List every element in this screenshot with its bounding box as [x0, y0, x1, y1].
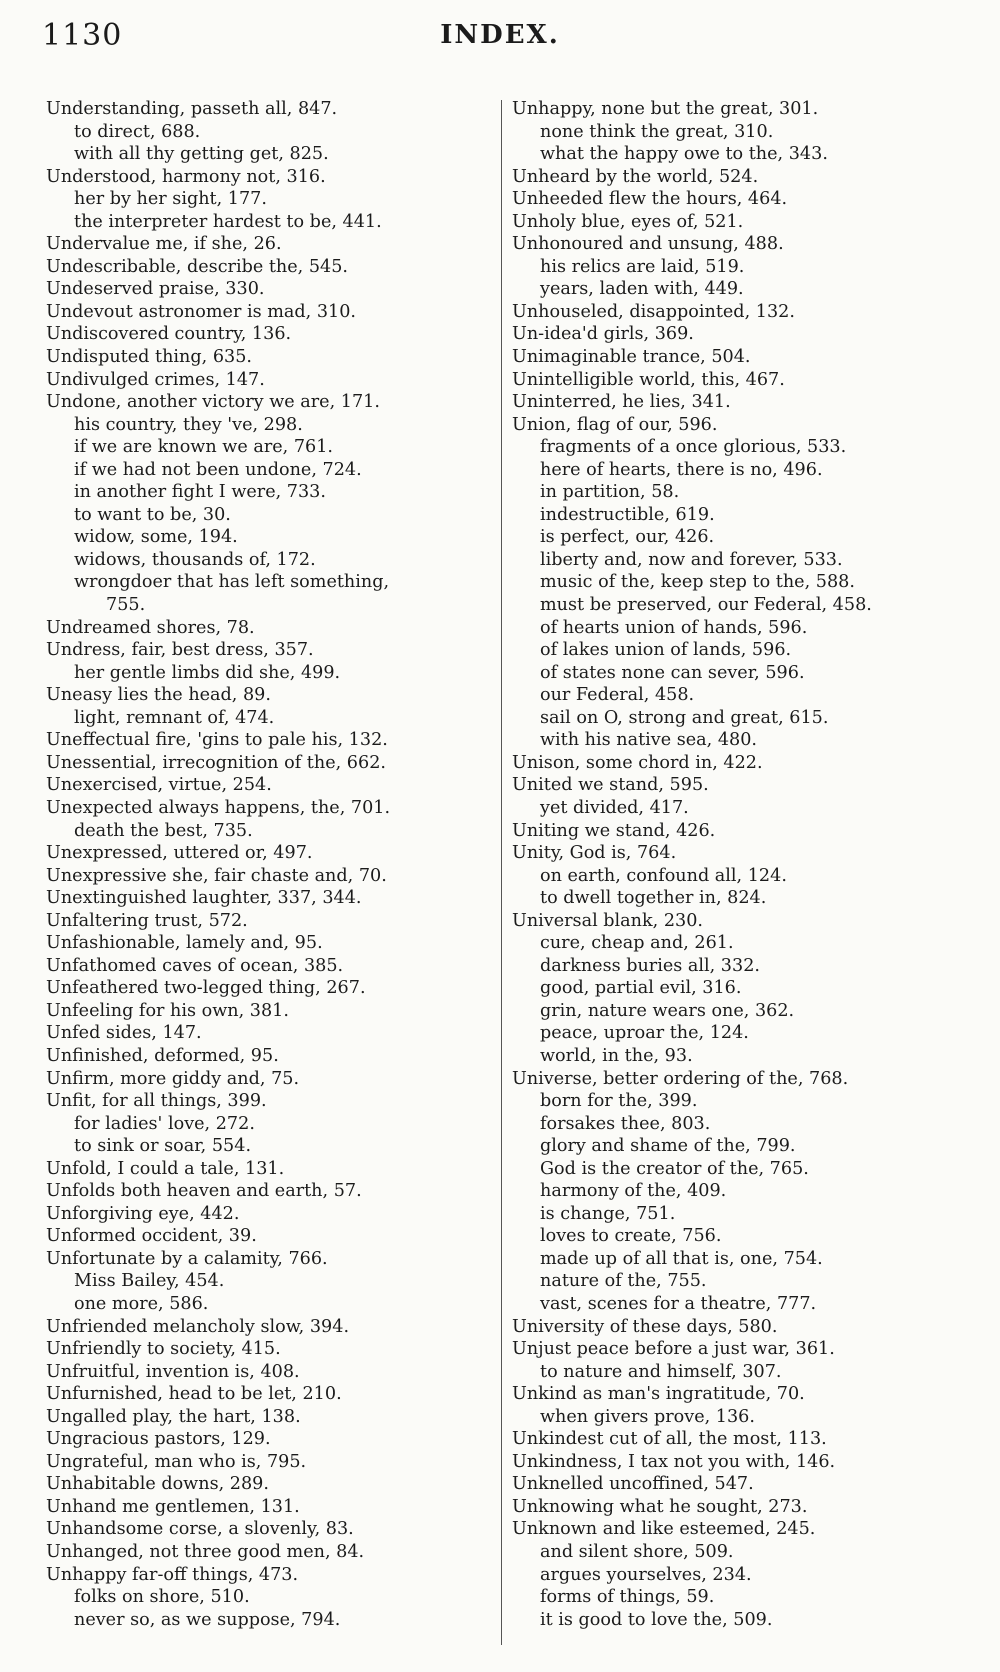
- index-subentry: harmony of the, 409.: [540, 1181, 727, 1202]
- index-entry: Unfriended melancholy slow, 394.: [46, 1316, 350, 1337]
- index-subentry: argues yourselves, 234.: [540, 1564, 752, 1585]
- index-entry: Unfirm, more giddy and, 75.: [46, 1068, 300, 1089]
- index-subentry: fragments of a once glorious, 533.: [540, 437, 847, 458]
- index-entry: Unkind as man's ingratitude, 70.: [512, 1384, 805, 1405]
- index-entry: Unexpected always happens, the, 701.: [46, 797, 391, 818]
- index-column-right: [512, 98, 944, 1631]
- index-entry: Unessential, irrecognition of the, 662.: [46, 752, 386, 773]
- index-subentry: wrongdoer that has left something,: [74, 572, 390, 593]
- index-subentry: is perfect, our, 426.: [540, 527, 715, 548]
- index-subentry: cure, cheap and, 261.: [540, 933, 734, 954]
- index-entry: Undervalue me, if she, 26.: [46, 234, 282, 255]
- index-entry: Unforgiving eye, 442.: [46, 1203, 240, 1224]
- index-subentry: glory and shame of the, 799.: [540, 1136, 796, 1157]
- index-entry: Ungalled play, the hart, 138.: [46, 1406, 301, 1427]
- index-subentry: to nature and himself, 307.: [540, 1361, 782, 1382]
- index-subentry: born for the, 399.: [540, 1091, 698, 1112]
- index-subentry: her gentle limbs did she, 499.: [74, 662, 341, 683]
- index-entry: Unknelled uncoffined, 547.: [512, 1474, 754, 1495]
- index-subentry: loves to create, 756.: [540, 1226, 722, 1247]
- index-subentry: to want to be, 30.: [74, 504, 231, 525]
- index-entry: Understood, harmony not, 316.: [46, 166, 326, 187]
- index-subentry: made up of all that is, one, 754.: [540, 1248, 823, 1269]
- index-entry: Unholy blue, eyes of, 521.: [512, 211, 744, 232]
- index-entry: Unformed occident, 39.: [46, 1226, 257, 1247]
- index-subentry: sail on O, strong and great, 615.: [540, 707, 829, 728]
- index-subentry: if we are known we are, 761.: [74, 437, 334, 458]
- index-subentry: in another fight I were, 733.: [74, 482, 326, 503]
- index-entry: Uninterred, he lies, 341.: [512, 392, 731, 413]
- index-entry: Unheard by the world, 524.: [512, 166, 759, 187]
- page-title: INDEX.: [440, 20, 560, 50]
- index-entry: Unfashionable, lamely and, 95.: [46, 933, 323, 954]
- index-subentry: to sink or soar, 554.: [74, 1136, 252, 1157]
- index-entry: Unfed sides, 147.: [46, 1023, 202, 1044]
- index-subentry: nature of the, 755.: [540, 1271, 707, 1292]
- index-entry: Un-idea'd girls, 369.: [512, 324, 694, 345]
- index-subentry: peace, uproar the, 124.: [540, 1023, 749, 1044]
- index-entry: Unfeathered two-legged thing, 267.: [46, 978, 366, 999]
- index-entry: Unkindest cut of all, the most, 113.: [512, 1429, 827, 1450]
- index-entry: Unfriendly to society, 415.: [46, 1339, 281, 1360]
- index-subentry: in partition, 58.: [540, 482, 680, 503]
- index-entry: Unfaltering trust, 572.: [46, 910, 248, 931]
- index-entry: Undress, fair, best dress, 357.: [46, 640, 314, 661]
- index-subentry: death the best, 735.: [74, 820, 253, 841]
- index-subentry: of lakes union of lands, 596.: [540, 640, 792, 661]
- index-subentry: never so, as we suppose, 794.: [74, 1609, 341, 1630]
- index-entry: Unhouseled, disappointed, 132.: [512, 301, 795, 322]
- index-subentry: with his native sea, 480.: [540, 730, 758, 751]
- index-subentry: years, laden with, 449.: [540, 279, 744, 300]
- index-subentry: if we had not been undone, 724.: [74, 459, 362, 480]
- index-entry: Unfathomed caves of ocean, 385.: [46, 955, 344, 976]
- index-column-left: [46, 98, 491, 1631]
- index-entry: Undivulged crimes, 147.: [46, 369, 265, 390]
- index-entry: Unhappy far-off things, 473.: [46, 1564, 299, 1585]
- index-subentry: to direct, 688.: [74, 121, 201, 142]
- index-entry: Unfurnished, head to be let, 210.: [46, 1384, 342, 1405]
- index-subentry: his relics are laid, 519.: [540, 256, 745, 277]
- index-subentry: folks on shore, 510.: [74, 1587, 250, 1608]
- index-entry: Uneffectual fire, 'gins to pale his, 132.: [46, 730, 388, 751]
- index-entry: Undreamed shores, 78.: [46, 617, 255, 638]
- index-subentry: liberty and, now and forever, 533.: [540, 549, 843, 570]
- index-entry: Unknown and like esteemed, 245.: [512, 1519, 816, 1540]
- index-subentry: with all thy getting get, 825.: [74, 144, 329, 165]
- index-subentry: his country, they 've, 298.: [74, 414, 303, 435]
- index-entry: Unhabitable downs, 289.: [46, 1474, 269, 1495]
- index-subentry: forms of things, 59.: [540, 1587, 715, 1608]
- index-subentry: to dwell together in, 824.: [540, 888, 767, 909]
- index-subentry: here of hearts, there is no, 496.: [540, 459, 823, 480]
- index-subentry: forsakes thee, 803.: [540, 1113, 711, 1134]
- index-entry: Universe, better ordering of the, 768.: [512, 1068, 849, 1089]
- index-subentry: for ladies' love, 272.: [74, 1113, 255, 1134]
- index-entry: Unfold, I could a tale, 131.: [46, 1158, 285, 1179]
- column-divider: [501, 100, 502, 1645]
- index-entry: Unintelligible world, this, 467.: [512, 369, 785, 390]
- index-subentry: none think the great, 310.: [540, 121, 774, 142]
- index-entry: Uneasy lies the head, 89.: [46, 685, 271, 706]
- index-subentry: of hearts union of hands, 596.: [540, 617, 808, 638]
- index-entry: Unheeded flew the hours, 464.: [512, 189, 788, 210]
- index-subentry: indestructible, 619.: [540, 504, 715, 525]
- index-entry: Unfeeling for his own, 381.: [46, 1000, 289, 1021]
- index-entry: Unison, some chord in, 422.: [512, 752, 763, 773]
- index-subentry: when givers prove, 136.: [540, 1406, 755, 1427]
- index-entry: Ungrateful, man who is, 795.: [46, 1451, 307, 1472]
- index-entry: Unimaginable trance, 504.: [512, 347, 751, 368]
- index-entry: Unknowing what he sought, 273.: [512, 1496, 808, 1517]
- index-subentry: good, partial evil, 316.: [540, 978, 742, 999]
- index-entry: Undevout astronomer is mad, 310.: [46, 301, 357, 322]
- index-entry: Unfinished, deformed, 95.: [46, 1045, 279, 1066]
- index-entry: Unjust peace before a just war, 361.: [512, 1339, 835, 1360]
- index-entry: Undisputed thing, 635.: [46, 347, 252, 368]
- index-subentry: must be preserved, our Federal, 458.: [540, 595, 872, 616]
- index-subentry: 755.: [106, 595, 146, 616]
- index-entry: Unextinguished laughter, 337, 344.: [46, 888, 362, 909]
- index-subentry: Miss Bailey, 454.: [74, 1271, 225, 1292]
- index-subentry: of states none can sever, 596.: [540, 662, 805, 683]
- index-subentry: yet divided, 417.: [540, 797, 689, 818]
- index-entry: Unity, God is, 764.: [512, 843, 677, 864]
- index-entry: Unhanged, not three good men, 84.: [46, 1542, 365, 1562]
- index-subentry: grin, nature wears one, 362.: [540, 1000, 795, 1021]
- index-entry: Unhonoured and unsung, 488.: [512, 234, 784, 255]
- index-entry: Understanding, passeth all, 847.: [46, 99, 338, 119]
- index-subentry: God is the creator of the, 765.: [540, 1158, 809, 1179]
- index-entry: Undiscovered country, 136.: [46, 324, 292, 345]
- index-entry: Unexercised, virtue, 254.: [46, 775, 272, 796]
- index-subentry: world, in the, 93.: [540, 1045, 693, 1066]
- index-subentry: widows, thousands of, 172.: [74, 549, 316, 570]
- index-entry: Unfortunate by a calamity, 766.: [46, 1248, 328, 1269]
- index-subentry: and silent shore, 509.: [540, 1542, 734, 1562]
- page-number: 1130: [42, 18, 123, 53]
- index-entry: Unhand me gentlemen, 131.: [46, 1496, 300, 1517]
- index-entry: Unkindness, I tax not you with, 146.: [512, 1451, 836, 1472]
- index-subentry: our Federal, 458.: [540, 685, 695, 706]
- index-entry: Undeserved praise, 330.: [46, 279, 265, 300]
- index-subentry: her by her sight, 177.: [74, 189, 267, 210]
- index-subentry: what the happy owe to the, 343.: [540, 144, 828, 165]
- index-subentry: the interpreter hardest to be, 441.: [74, 211, 382, 232]
- index-subentry: it is good to love the, 509.: [540, 1609, 773, 1630]
- index-entry: Union, flag of our, 596.: [512, 414, 718, 435]
- index-subentry: darkness buries all, 332.: [540, 955, 760, 976]
- index-entry: Unfruitful, invention is, 408.: [46, 1361, 300, 1382]
- index-entry: Unfit, for all things, 399.: [46, 1091, 267, 1112]
- index-entry: United we stand, 595.: [512, 775, 709, 796]
- index-entry: Unexpressed, uttered or, 497.: [46, 843, 313, 864]
- index-subentry: vast, scenes for a theatre, 777.: [540, 1293, 817, 1314]
- index-entry: Ungracious pastors, 129.: [46, 1429, 271, 1450]
- index-subentry: one more, 586.: [74, 1293, 209, 1314]
- index-entry: Unexpressive she, fair chaste and, 70.: [46, 865, 387, 886]
- index-subentry: music of the, keep step to the, 588.: [540, 572, 855, 593]
- index-entry: Unhandsome corse, a slovenly, 83.: [46, 1519, 354, 1540]
- index-entry: Unfolds both heaven and earth, 57.: [46, 1181, 362, 1202]
- index-entry: Universal blank, 230.: [512, 910, 704, 931]
- index-subentry: widow, some, 194.: [74, 527, 238, 548]
- index-subentry: is change, 751.: [540, 1203, 676, 1224]
- index-subentry: on earth, confound all, 124.: [540, 865, 787, 886]
- index-entry: Uniting we stand, 426.: [512, 820, 716, 841]
- index-entry: Undone, another victory we are, 171.: [46, 392, 380, 413]
- index-subentry: light, remnant of, 474.: [74, 707, 275, 728]
- index-entry: Unhappy, none but the great, 301.: [512, 99, 819, 119]
- index-entry: Undescribable, describe the, 545.: [46, 256, 349, 277]
- index-entry: University of these days, 580.: [512, 1316, 778, 1337]
